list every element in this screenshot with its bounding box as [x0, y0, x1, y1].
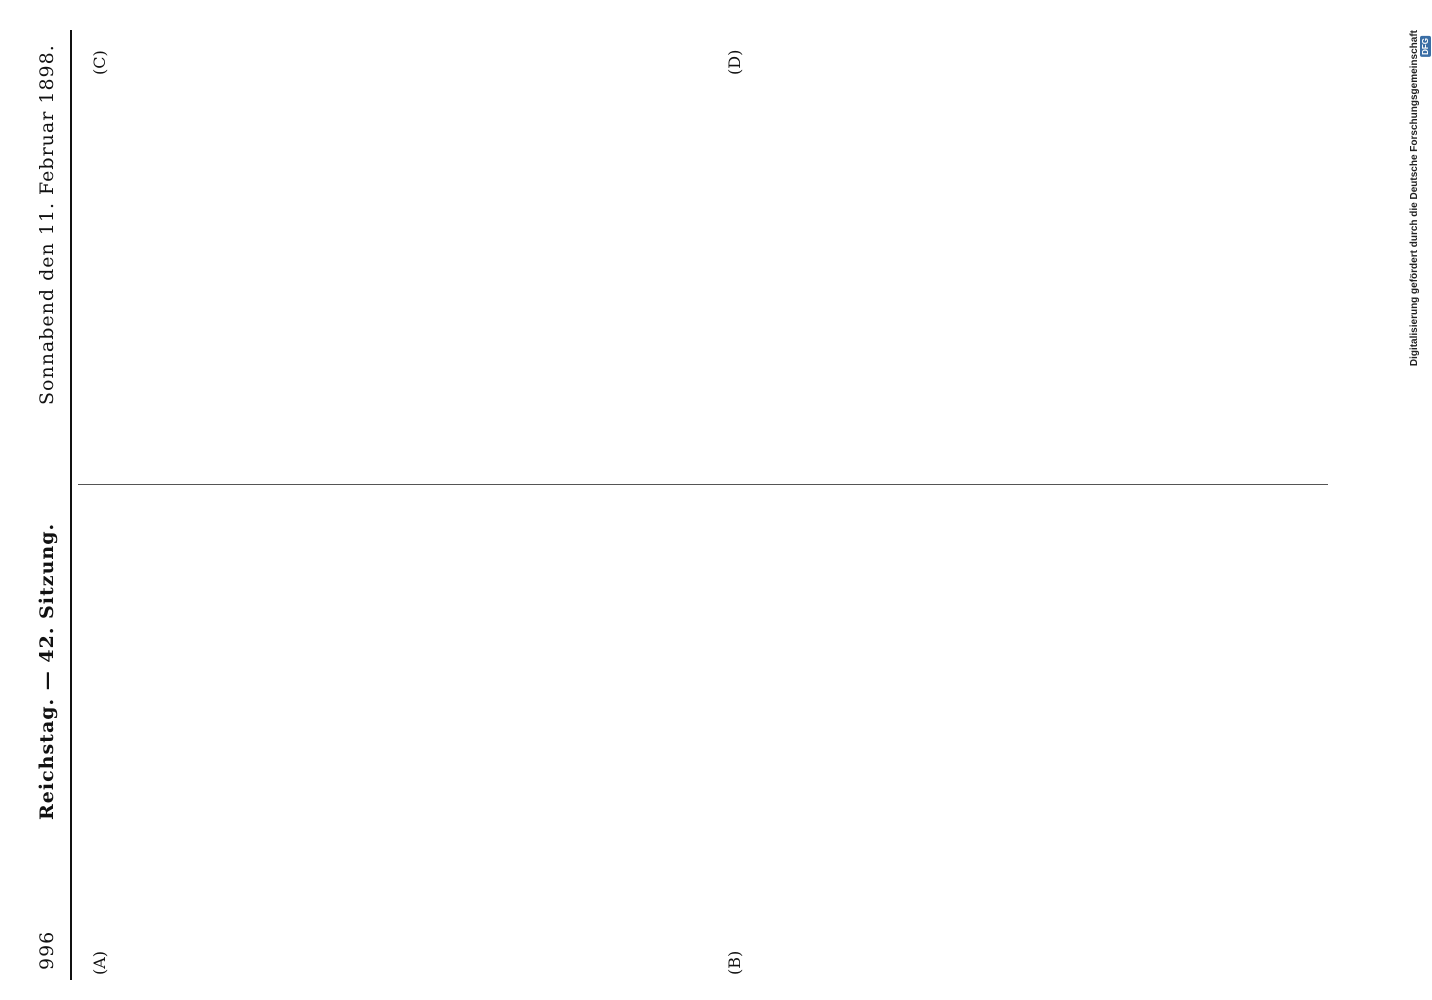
margin-marker-b: (B): [725, 950, 744, 975]
margin-marker-c: (C): [90, 50, 109, 75]
dfg-logo: DFG: [1421, 38, 1430, 55]
running-head: [30, 30, 70, 980]
margin-marker-d: (D): [725, 49, 744, 75]
right-column: [78, 35, 1328, 475]
digitization-credit: [1409, 30, 1430, 970]
running-head-right: Sonnabend den 11. Februar 1898.: [36, 44, 58, 405]
margin-marker-a: (A): [90, 950, 109, 975]
column-divider: [78, 484, 1328, 485]
credit-text: Digitalisierung gefördert durch die Deutsche Forschungsgemeinschaft: [1409, 30, 1420, 367]
header-rule: [70, 30, 72, 980]
running-head-left: Reichstag. — 42. Sitzung.: [36, 522, 58, 820]
left-column: [78, 490, 1328, 930]
rotated-page-content: [30, 30, 1340, 980]
page-number: 996: [36, 930, 58, 970]
